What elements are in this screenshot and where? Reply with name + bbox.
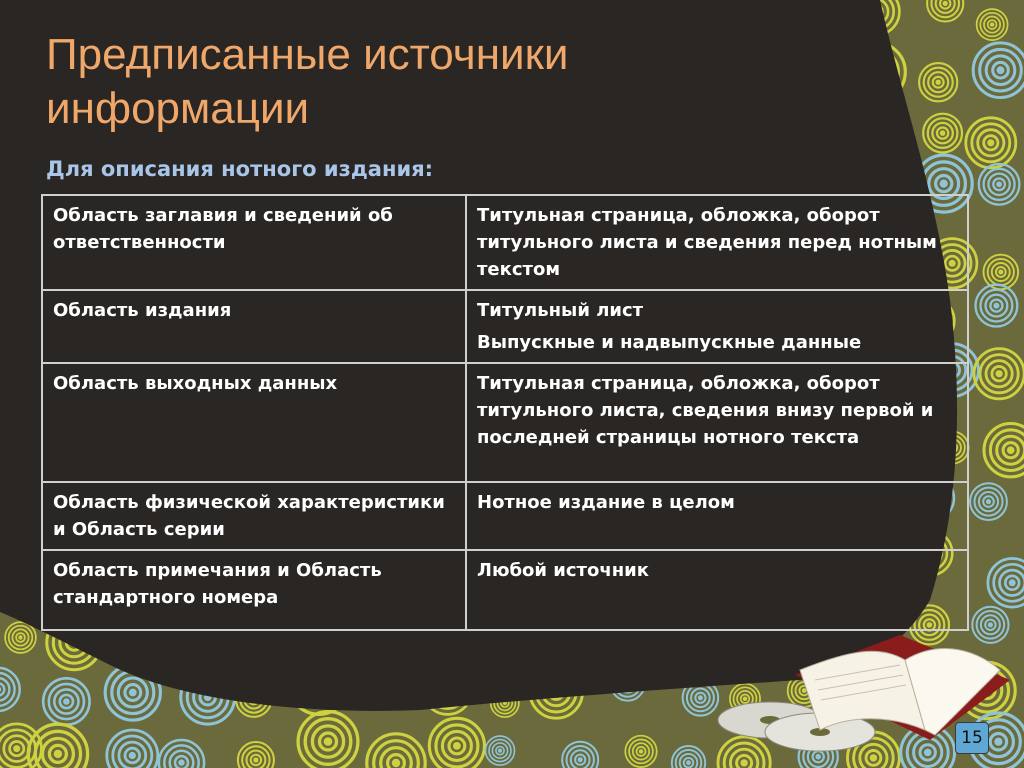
title-line: информации [46, 84, 310, 133]
source-text: Титульная страница, обложка, оборот титульного листа, сведения внизу первой и последней страницы нотного текста [477, 373, 934, 448]
sources-table [41, 194, 969, 631]
slide-title [46, 28, 746, 136]
table-cell-sources [466, 195, 968, 290]
slide-subtitle: Для описания нотного издания: [46, 157, 434, 181]
source-text: Нотное издание в целом [477, 492, 735, 513]
table-cell-area: Область заглавия и сведений об ответственности [42, 195, 466, 290]
table-row [42, 290, 968, 363]
title-line: Предписанные источники [46, 30, 569, 79]
table-cell-area: Область выходных данных [42, 363, 466, 482]
page-number-badge: 15 [955, 722, 989, 754]
table-cell-area: Область физической характеристики и Область серии [42, 482, 466, 550]
source-text: Любой источник [477, 560, 649, 581]
table-row [42, 550, 968, 630]
table-cell-sources [466, 363, 968, 482]
table-cell-area: Область примечания и Область стандартного номера [42, 550, 466, 630]
table-row [42, 482, 968, 550]
table-row [42, 195, 968, 290]
table-cell-sources [466, 550, 968, 630]
table-cell-area: Область издания [42, 290, 466, 363]
source-text: Выпускные и надвыпускные данные [477, 332, 862, 353]
table-row [42, 363, 968, 482]
source-text: Титульная страница, обложка, оборот титульного листа и сведения перед нотным текстом [477, 205, 937, 280]
table-cell-sources [466, 290, 968, 363]
table-cell-sources [466, 482, 968, 550]
source-text: Титульный лист [477, 300, 644, 321]
